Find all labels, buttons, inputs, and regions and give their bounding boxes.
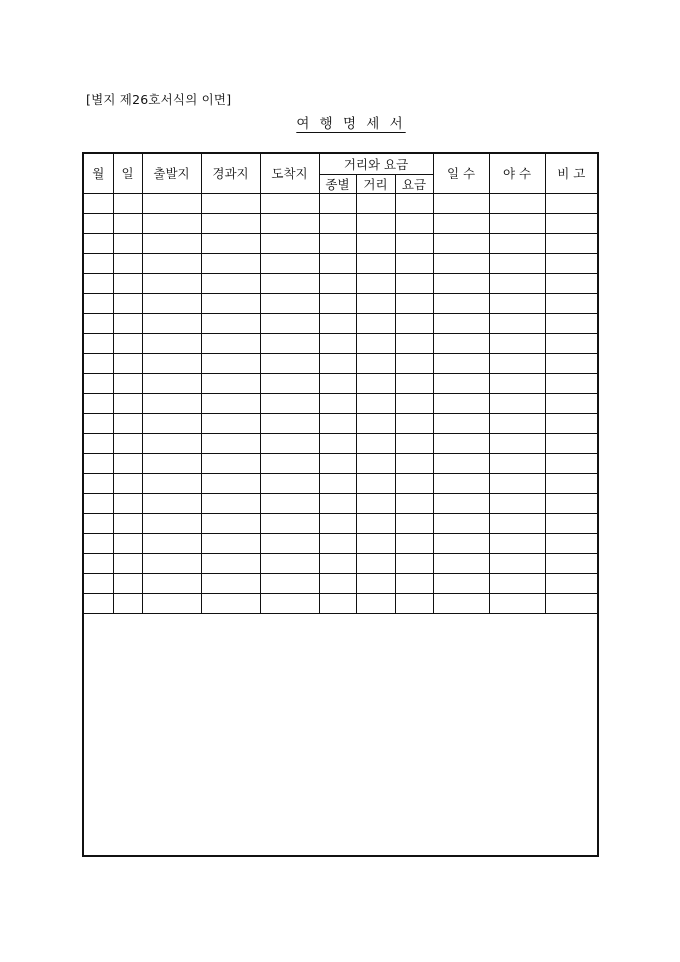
table-cell[interactable]	[319, 253, 356, 273]
table-cell[interactable]	[84, 433, 113, 453]
table-cell[interactable]	[356, 533, 395, 553]
table-cell[interactable]	[356, 573, 395, 593]
table-cell[interactable]	[433, 533, 489, 553]
table-cell[interactable]	[395, 313, 433, 333]
table-cell[interactable]	[113, 573, 142, 593]
table-cell[interactable]	[113, 533, 142, 553]
table-cell[interactable]	[433, 213, 489, 233]
table-row	[84, 513, 597, 533]
table-cell[interactable]	[113, 253, 142, 273]
table-row	[84, 233, 597, 253]
table-cell[interactable]	[433, 313, 489, 333]
table-cell[interactable]	[433, 253, 489, 273]
table-cell[interactable]	[356, 333, 395, 353]
table-cell[interactable]	[356, 273, 395, 293]
table-cell[interactable]	[356, 213, 395, 233]
table-cell[interactable]	[489, 233, 545, 253]
table-cell[interactable]	[260, 233, 319, 253]
table-cell[interactable]	[545, 533, 597, 553]
table-cell[interactable]	[489, 353, 545, 373]
table-cell[interactable]	[395, 253, 433, 273]
table-cell[interactable]	[356, 433, 395, 453]
document-title	[0, 112, 680, 132]
table-cell[interactable]	[489, 253, 545, 273]
table-cell[interactable]	[545, 273, 597, 293]
table-cell[interactable]	[319, 273, 356, 293]
table-cell[interactable]	[433, 553, 489, 573]
table-cell[interactable]	[395, 513, 433, 533]
table-cell[interactable]	[319, 393, 356, 413]
table-row	[84, 593, 597, 613]
table-cell[interactable]	[201, 313, 260, 333]
table-cell[interactable]	[84, 393, 113, 413]
table-cell[interactable]	[260, 193, 319, 213]
travel-itinerary-table	[84, 154, 597, 614]
header-distance-fare: 거리와 요금	[319, 154, 433, 174]
table-cell[interactable]	[395, 393, 433, 413]
table-row	[84, 253, 597, 273]
table-row	[84, 533, 597, 553]
table-cell[interactable]	[84, 193, 113, 213]
table-cell[interactable]	[319, 553, 356, 573]
table-cell[interactable]	[201, 373, 260, 393]
table-cell[interactable]	[113, 373, 142, 393]
table-cell[interactable]	[84, 313, 113, 333]
table-cell[interactable]	[142, 453, 201, 473]
table-cell[interactable]	[319, 593, 356, 613]
table-cell[interactable]	[433, 233, 489, 253]
table-cell[interactable]	[142, 513, 201, 533]
header-arrival: 도착지	[260, 154, 319, 193]
table-cell[interactable]	[113, 273, 142, 293]
table-cell[interactable]	[433, 493, 489, 513]
table-cell[interactable]	[84, 453, 113, 473]
table-cell[interactable]	[395, 593, 433, 613]
table-cell[interactable]	[395, 233, 433, 253]
table-cell[interactable]	[142, 353, 201, 373]
table-row	[84, 193, 597, 213]
header-fare: 요금	[395, 174, 433, 193]
table-row	[84, 413, 597, 433]
table-cell[interactable]	[433, 473, 489, 493]
table-cell[interactable]	[260, 313, 319, 333]
table-cell[interactable]	[319, 293, 356, 313]
document-title-text: 여 행 명 세 서	[296, 116, 406, 132]
table-cell[interactable]	[201, 213, 260, 233]
table-cell[interactable]	[489, 393, 545, 413]
table-cell[interactable]	[489, 273, 545, 293]
table-cell[interactable]	[489, 413, 545, 433]
table-cell[interactable]	[319, 413, 356, 433]
table-cell[interactable]	[84, 513, 113, 533]
table-cell[interactable]	[356, 373, 395, 393]
table-cell[interactable]	[84, 233, 113, 253]
header-departure: 출발지	[142, 154, 201, 193]
table-row	[84, 333, 597, 353]
table-cell[interactable]	[142, 253, 201, 273]
table-cell[interactable]	[260, 253, 319, 273]
header-day: 일	[113, 154, 142, 193]
table-cell[interactable]	[433, 513, 489, 533]
table-cell[interactable]	[142, 593, 201, 613]
table-row	[84, 453, 597, 473]
table-cell[interactable]	[545, 553, 597, 573]
table-cell[interactable]	[113, 553, 142, 573]
table-cell[interactable]	[260, 353, 319, 373]
table-cell[interactable]	[260, 573, 319, 593]
table-cell[interactable]	[201, 573, 260, 593]
table-cell[interactable]	[84, 413, 113, 433]
table-cell[interactable]	[356, 493, 395, 513]
table-cell[interactable]	[201, 393, 260, 413]
header-nights: 야 수	[489, 154, 545, 193]
table-cell[interactable]	[489, 293, 545, 313]
table-cell[interactable]	[201, 453, 260, 473]
table-cell[interactable]	[260, 553, 319, 573]
table-cell[interactable]	[489, 533, 545, 553]
table-cell[interactable]	[545, 293, 597, 313]
table-cell[interactable]	[489, 513, 545, 533]
table-cell[interactable]	[84, 293, 113, 313]
table-cell[interactable]	[356, 233, 395, 253]
table-cell[interactable]	[142, 473, 201, 493]
table-cell[interactable]	[84, 333, 113, 353]
header-type: 종별	[319, 174, 356, 193]
table-cell[interactable]	[201, 513, 260, 533]
table-cell[interactable]	[84, 273, 113, 293]
table-cell[interactable]	[489, 333, 545, 353]
table-cell[interactable]	[201, 233, 260, 253]
table-cell[interactable]	[113, 353, 142, 373]
table-cell[interactable]	[395, 533, 433, 553]
table-cell[interactable]	[113, 493, 142, 513]
table-cell[interactable]	[545, 233, 597, 253]
table-cell[interactable]	[201, 273, 260, 293]
table-cell[interactable]	[319, 333, 356, 353]
table-cell[interactable]	[319, 433, 356, 453]
table-cell[interactable]	[113, 313, 142, 333]
table-cell[interactable]	[356, 553, 395, 573]
table-cell[interactable]	[319, 373, 356, 393]
table-cell[interactable]	[545, 453, 597, 473]
table-cell[interactable]	[84, 593, 113, 613]
table-cell[interactable]	[356, 353, 395, 373]
table-cell[interactable]	[433, 413, 489, 433]
table-cell[interactable]	[142, 393, 201, 413]
table-cell[interactable]	[545, 413, 597, 433]
table-cell[interactable]	[113, 233, 142, 253]
table-cell[interactable]	[113, 293, 142, 313]
table-row	[84, 313, 597, 333]
table-cell[interactable]	[489, 453, 545, 473]
table-cell[interactable]	[113, 433, 142, 453]
table-cell[interactable]	[201, 293, 260, 313]
table-row	[84, 293, 597, 313]
table-cell[interactable]	[142, 433, 201, 453]
table-cell[interactable]	[319, 453, 356, 473]
table-cell[interactable]	[356, 313, 395, 333]
table-cell[interactable]	[433, 353, 489, 373]
table-cell[interactable]	[260, 333, 319, 353]
table-cell[interactable]	[142, 333, 201, 353]
header-via: 경과지	[201, 154, 260, 193]
table-cell[interactable]	[84, 373, 113, 393]
table-cell[interactable]	[84, 473, 113, 493]
table-cell[interactable]	[356, 513, 395, 533]
table-cell[interactable]	[433, 373, 489, 393]
table-row	[84, 273, 597, 293]
table-cell[interactable]	[319, 213, 356, 233]
table-row	[84, 493, 597, 513]
table-cell[interactable]	[260, 473, 319, 493]
table-cell[interactable]	[142, 313, 201, 333]
table-cell[interactable]	[356, 253, 395, 273]
table-cell[interactable]	[113, 413, 142, 433]
table-cell[interactable]	[489, 313, 545, 333]
table-cell[interactable]	[201, 413, 260, 433]
table-cell[interactable]	[545, 213, 597, 233]
table-cell[interactable]	[260, 373, 319, 393]
table-cell[interactable]	[260, 513, 319, 533]
table-row	[84, 353, 597, 373]
table-cell[interactable]	[489, 573, 545, 593]
table-cell[interactable]	[433, 393, 489, 413]
table-cell[interactable]	[319, 193, 356, 213]
table-cell[interactable]	[545, 433, 597, 453]
table-cell[interactable]	[433, 273, 489, 293]
table-cell[interactable]	[142, 193, 201, 213]
table-cell[interactable]	[356, 293, 395, 313]
table-cell[interactable]	[113, 193, 142, 213]
table-cell[interactable]	[545, 493, 597, 513]
table-row	[84, 213, 597, 233]
table-cell[interactable]	[319, 353, 356, 373]
table-cell[interactable]	[142, 293, 201, 313]
table-cell[interactable]	[489, 213, 545, 233]
table-row	[84, 573, 597, 593]
table-cell[interactable]	[84, 573, 113, 593]
table-cell[interactable]	[489, 493, 545, 513]
table-cell[interactable]	[433, 293, 489, 313]
header-distance: 거리	[356, 174, 395, 193]
table-cell[interactable]	[395, 193, 433, 213]
table-cell[interactable]	[395, 333, 433, 353]
table-cell[interactable]	[84, 533, 113, 553]
table-cell[interactable]	[84, 493, 113, 513]
table-cell[interactable]	[545, 473, 597, 493]
table-cell[interactable]	[356, 593, 395, 613]
table-cell[interactable]	[142, 493, 201, 513]
table-cell[interactable]	[113, 333, 142, 353]
table-row	[84, 433, 597, 453]
table-cell[interactable]	[84, 253, 113, 273]
table-cell[interactable]	[319, 493, 356, 513]
table-cell[interactable]	[142, 533, 201, 553]
table-row	[84, 393, 597, 413]
form-label: [별지 제26호서식의 이면]	[86, 92, 232, 107]
table-cell[interactable]	[356, 473, 395, 493]
blank-remarks-area[interactable]	[84, 619, 597, 855]
table-cell[interactable]	[201, 333, 260, 353]
table-cell[interactable]	[142, 413, 201, 433]
table-cell[interactable]	[260, 273, 319, 293]
table-cell[interactable]	[356, 453, 395, 473]
table-cell[interactable]	[260, 393, 319, 413]
table-cell[interactable]	[84, 553, 113, 573]
table-cell[interactable]	[395, 553, 433, 573]
table-row	[84, 373, 597, 393]
table-cell[interactable]	[489, 553, 545, 573]
table-cell[interactable]	[260, 493, 319, 513]
table-cell[interactable]	[395, 293, 433, 313]
table-cell[interactable]	[201, 533, 260, 553]
table-cell[interactable]	[260, 593, 319, 613]
table-cell[interactable]	[395, 213, 433, 233]
table-row	[84, 553, 597, 573]
table-cell[interactable]	[395, 453, 433, 473]
table-cell[interactable]	[545, 333, 597, 353]
table-cell[interactable]	[260, 213, 319, 233]
table-cell[interactable]	[113, 393, 142, 413]
header-month: 월	[84, 154, 113, 193]
table-body	[84, 193, 597, 613]
table-cell[interactable]	[489, 433, 545, 453]
table-cell[interactable]	[84, 353, 113, 373]
table-cell[interactable]	[395, 353, 433, 373]
table-cell[interactable]	[319, 533, 356, 553]
table-cell[interactable]	[356, 393, 395, 413]
table-cell[interactable]	[260, 293, 319, 313]
table-cell[interactable]	[84, 213, 113, 233]
table-cell[interactable]	[395, 433, 433, 453]
table-cell[interactable]	[433, 453, 489, 473]
table-cell[interactable]	[113, 593, 142, 613]
table-cell[interactable]	[395, 273, 433, 293]
table-cell[interactable]	[113, 513, 142, 533]
table-cell[interactable]	[201, 253, 260, 273]
table-cell[interactable]	[319, 313, 356, 333]
table-cell[interactable]	[433, 593, 489, 613]
table-cell[interactable]	[545, 393, 597, 413]
table-cell[interactable]	[489, 373, 545, 393]
table-cell[interactable]	[545, 573, 597, 593]
table-cell[interactable]	[395, 373, 433, 393]
table-cell[interactable]	[142, 273, 201, 293]
table-cell[interactable]	[545, 513, 597, 533]
header-days: 일 수	[433, 154, 489, 193]
table-cell[interactable]	[395, 493, 433, 513]
table-cell[interactable]	[545, 593, 597, 613]
table-cell[interactable]	[319, 513, 356, 533]
table-cell[interactable]	[395, 573, 433, 593]
table-cell[interactable]	[201, 433, 260, 453]
table-cell[interactable]	[545, 353, 597, 373]
table-cell[interactable]	[113, 473, 142, 493]
table-cell[interactable]	[319, 473, 356, 493]
table-cell[interactable]	[433, 433, 489, 453]
table-cell[interactable]	[113, 453, 142, 473]
table-cell[interactable]	[545, 253, 597, 273]
table-cell[interactable]	[113, 213, 142, 233]
table-cell[interactable]	[201, 473, 260, 493]
table-cell[interactable]	[201, 193, 260, 213]
table-cell[interactable]	[260, 433, 319, 453]
table-cell[interactable]	[142, 213, 201, 233]
table-cell[interactable]	[395, 413, 433, 433]
table-cell[interactable]	[433, 333, 489, 353]
table-cell[interactable]	[489, 473, 545, 493]
table-cell[interactable]	[260, 533, 319, 553]
table-cell[interactable]	[356, 193, 395, 213]
table-header-row	[84, 154, 597, 174]
table-cell[interactable]	[142, 573, 201, 593]
table-cell[interactable]	[201, 553, 260, 573]
table-cell[interactable]	[142, 233, 201, 253]
table-cell[interactable]	[201, 493, 260, 513]
table-cell[interactable]	[489, 193, 545, 213]
table-cell[interactable]	[545, 193, 597, 213]
table-cell[interactable]	[395, 473, 433, 493]
table-cell[interactable]	[433, 193, 489, 213]
table-cell[interactable]	[260, 413, 319, 433]
table-cell[interactable]	[201, 593, 260, 613]
table-cell[interactable]	[489, 593, 545, 613]
table-cell[interactable]	[201, 353, 260, 373]
header-remarks: 비 고	[545, 154, 597, 193]
table-cell[interactable]	[260, 453, 319, 473]
table-cell[interactable]	[319, 233, 356, 253]
table-cell[interactable]	[356, 413, 395, 433]
travel-statement-form	[82, 152, 599, 857]
table-cell[interactable]	[319, 573, 356, 593]
table-cell[interactable]	[433, 573, 489, 593]
table-row	[84, 473, 597, 493]
table-cell[interactable]	[142, 373, 201, 393]
table-cell[interactable]	[545, 313, 597, 333]
table-cell[interactable]	[142, 553, 201, 573]
table-cell[interactable]	[545, 373, 597, 393]
